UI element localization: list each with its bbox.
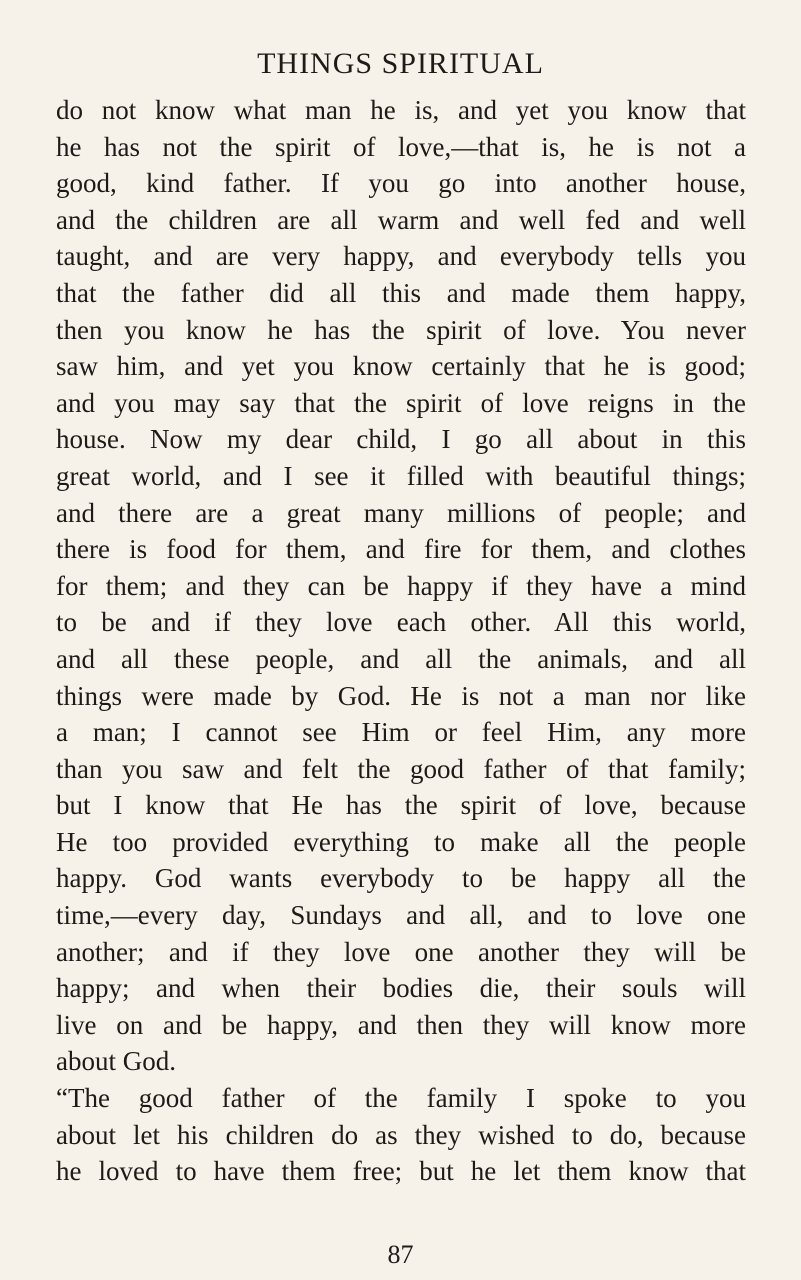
text-line: that the father did all this and made them happy, bbox=[56, 277, 746, 308]
text-line: saw him, and yet you know certainly that he is good; bbox=[56, 351, 746, 382]
text-line: “The good father of the family I spoke to you bbox=[56, 1083, 746, 1114]
text-line: and you may say that the spirit of love reigns in the bbox=[56, 387, 746, 418]
body-text bbox=[56, 92, 746, 1190]
text-line: things were made by God. He is not a man nor like bbox=[56, 680, 746, 711]
text-line: happy; and when their bodies die, their souls will bbox=[56, 973, 746, 1004]
text-line: a man; I cannot see Him or feel Him, any more bbox=[56, 717, 746, 748]
text-line: he has not the spirit of love,—that is, he is not a bbox=[56, 131, 746, 162]
text-line: there is food for them, and fire for them, and clothes bbox=[56, 534, 746, 565]
page-number: 87 bbox=[387, 1240, 414, 1269]
text-line: then you know he has the spirit of love. You never bbox=[56, 314, 746, 345]
text-line: great world, and I see it filled with beautiful things; bbox=[56, 460, 746, 491]
text-line: than you saw and felt the good father of that family; bbox=[56, 753, 746, 784]
text-line: and all these people, and all the animals, and all bbox=[56, 643, 746, 674]
text-line: another; and if they love one another they will be bbox=[56, 936, 746, 967]
text-line: and the children are all warm and well fed and well bbox=[56, 204, 746, 235]
text-line: happy. God wants everybody to be happy all the bbox=[56, 863, 746, 894]
text-line: about let his children do as they wished to do, because bbox=[56, 1119, 746, 1150]
text-line: He too provided everything to make all the people bbox=[56, 826, 746, 857]
text-line: he loved to have them free; but he let them know that bbox=[56, 1156, 746, 1187]
text-line: about God. bbox=[56, 1046, 176, 1077]
text-line: for them; and they can be happy if they have a mind bbox=[56, 570, 746, 601]
text-line: time,—every day, Sundays and all, and to love one bbox=[56, 900, 746, 931]
text-line: good, kind father. If you go into another house, bbox=[56, 168, 746, 199]
text-line: do not know what man he is, and yet you know that bbox=[56, 95, 746, 125]
running-head: THINGS SPIRITUAL bbox=[257, 47, 544, 80]
text-line: but I know that He has the spirit of love, because bbox=[56, 790, 746, 821]
text-line: taught, and are very happy, and everybody tells you bbox=[56, 241, 746, 272]
text-line: live on and be happy, and then they will know more bbox=[56, 1009, 746, 1040]
text-line: and there are a great many millions of people; and bbox=[56, 497, 746, 528]
text-line: to be and if they love each other. All this world, bbox=[56, 607, 746, 638]
text-line: house. Now my dear child, I go all about in this bbox=[56, 424, 746, 455]
